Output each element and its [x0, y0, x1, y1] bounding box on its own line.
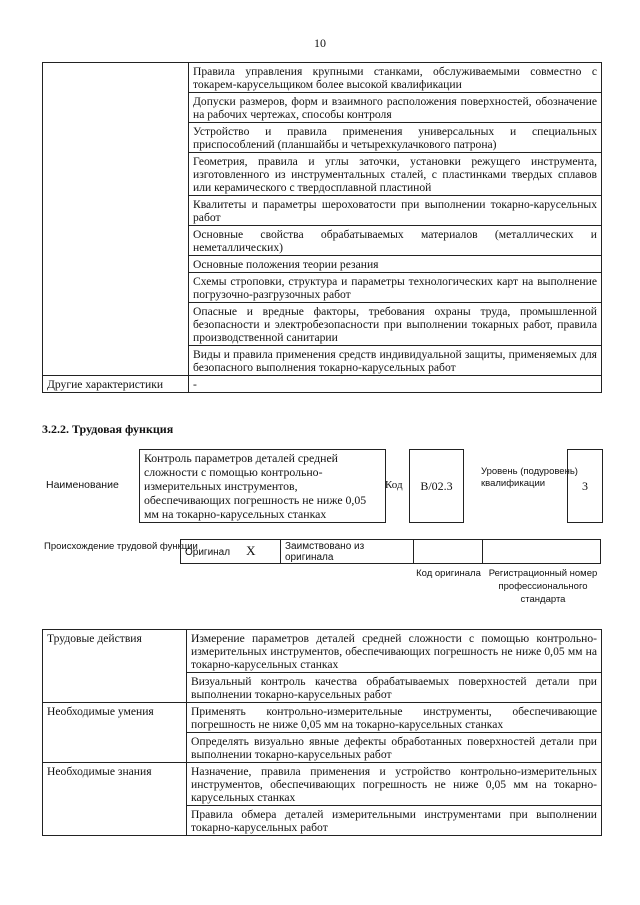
knowledge-item: Геометрия, правила и углы заточки, установки режущего инструмента, изготовленного из инструментальных сталей, с пластинками твердых сплавов или керамического с твердосплавной пластиной — [189, 153, 602, 196]
table-row — [43, 630, 602, 673]
knowledge-item: Допуски размеров, форм и взаимного расположения поверхностей, обозначение на рабочих чертежах, способы контроля — [189, 93, 602, 123]
knowledge-item: Устройство и правила применения универсальных и специальных приспособлений (планшайбы и четырехкулачкового патрона) — [189, 123, 602, 153]
labor-actions-label: Трудовые действия — [43, 630, 187, 703]
knowledge-item: Квалитеты и параметры шероховатости при выполнении токарно-карусельных работ — [189, 196, 602, 226]
table-row — [43, 703, 602, 733]
required-skills-label: Необходимые умения — [43, 703, 187, 763]
knowledge-item: Основные положения теории резания — [189, 256, 602, 273]
original-mark: X — [246, 543, 256, 558]
borrowed-label: Заимствовано из оригинала — [281, 540, 414, 564]
qualification-level-label: Уровень (подуровень) квалификации — [481, 466, 578, 489]
original-label: Оригинал — [185, 547, 231, 558]
labor-action-item: Визуальный контроль качества обрабатываемых поверхностей детали при выполнении токарно-карусельных работ — [187, 673, 602, 703]
code-label: Код — [385, 479, 403, 491]
skill-item: Определять визуально явные дефекты обработанных поверхностей детали при выполнении токарно-карусельных работ — [187, 733, 602, 763]
qualification-level-box: 3 — [567, 449, 603, 523]
knowledge-detail-item: Правила обмера деталей измерительными инструментами при выполнении токарно-карусельных работ — [187, 806, 602, 836]
knowledge-continuation-table — [42, 62, 602, 393]
knowledge-detail-item: Назначение, правила применения и устройство контрольно-измерительных инструментов, обеспечивающих погрешность не ниже 0,05 мм на токарно-карусельных станках — [187, 763, 602, 806]
name-label: Наименование — [46, 479, 119, 491]
knowledge-item: Схемы строповки, структура и параметры технологических карт на выполнение погрузочно-разгрузочных работ — [189, 273, 602, 303]
function-details-table — [42, 629, 602, 836]
table-row — [43, 763, 602, 806]
origin-table — [180, 539, 601, 564]
origin-label: Происхождение трудовой функции — [44, 541, 198, 552]
function-name-box: Контроль параметров деталей средней сложности с помощью контрольно-измерительных инструментов, обеспечивающих погрешность не ниже 0,05 мм на токарно-карусельных станках — [139, 449, 386, 523]
knowledge-item: Опасные и вредные факторы, требования охраны труда, промышленной безопасности и электробезопасности при выполнении токарных работ, правила производственной санитарии — [189, 303, 602, 346]
original-code-cell — [414, 540, 483, 564]
knowledge-item: Правила управления крупными станками, обслуживаемыми совместно с токарем-карусельщиком более высокой квалификации — [189, 63, 602, 93]
page-number: 10 — [314, 36, 326, 50]
table-row — [43, 376, 602, 393]
skill-item: Применять контрольно-измерительные инструменты, обеспечивающие погрешность не ниже 0,05 мм на токарно-карусельных станках — [187, 703, 602, 733]
section-title: 3.2.2. Трудовая функция — [42, 422, 174, 436]
registration-number-caption: Регистрационный номер профессионального стандарта — [488, 568, 598, 605]
table-row — [181, 540, 601, 564]
labor-action-item: Измерение параметров деталей средней сложности с помощью контрольно-измерительных инструментов, обеспечивающих погрешность не ниже 0,05 мм на токарно-карусельных станках — [187, 630, 602, 673]
registration-number-cell — [483, 540, 601, 564]
other-characteristics-label: Другие характеристики — [43, 376, 189, 393]
code-original-caption: Код оригинала — [416, 568, 481, 579]
original-cell — [181, 540, 281, 564]
knowledge-item: Виды и правила применения средств индивидуальной защиты, применяемых для безопасного выполнения токарно-карусельных работ — [189, 346, 602, 376]
other-characteristics-value: - — [189, 376, 602, 393]
knowledge-item: Основные свойства обрабатываемых материалов (металлических и неметаллических) — [189, 226, 602, 256]
table-row — [43, 63, 602, 93]
empty-label-cell — [43, 63, 189, 376]
required-knowledge-label: Необходимые знания — [43, 763, 187, 836]
code-value-box: B/02.3 — [409, 449, 464, 523]
